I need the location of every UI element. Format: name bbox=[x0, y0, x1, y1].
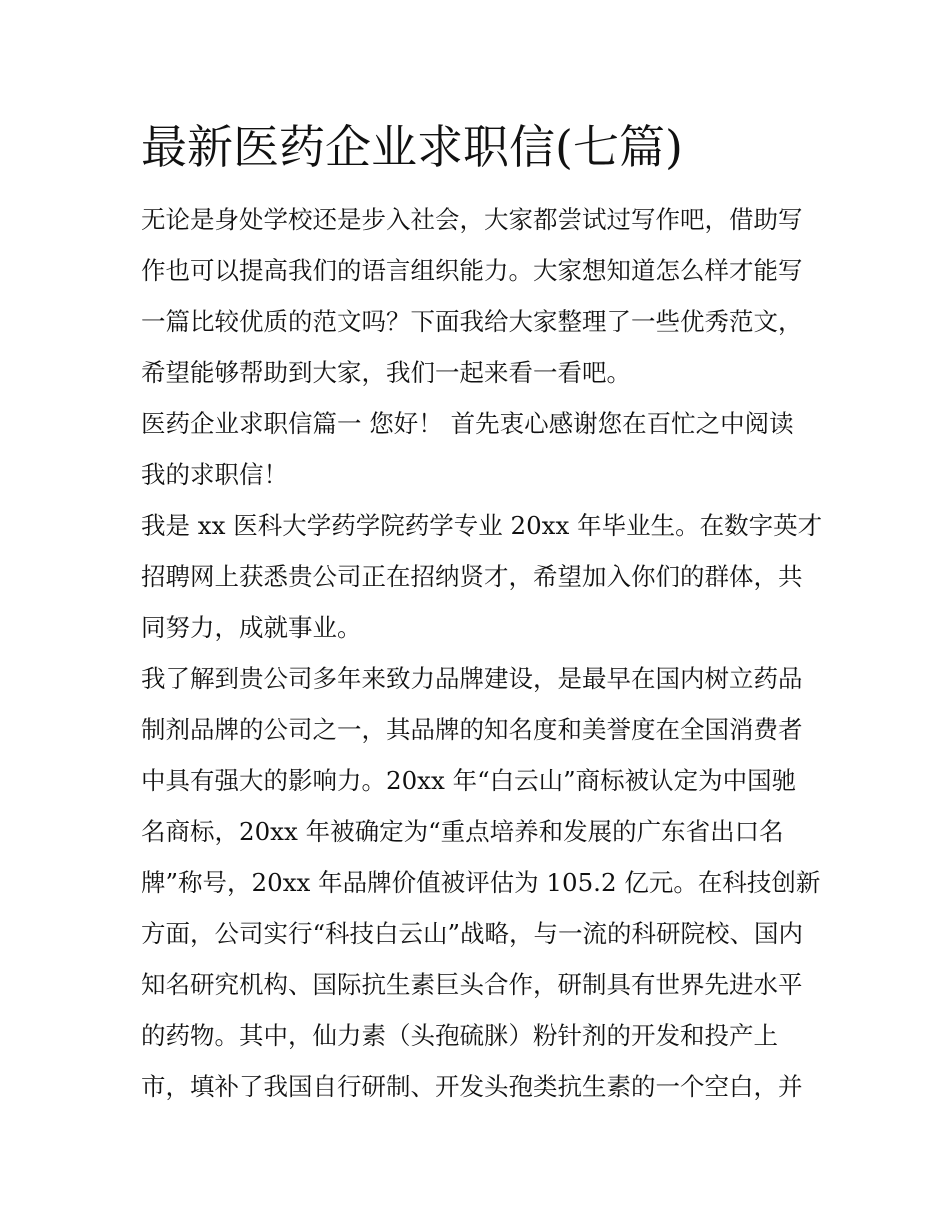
body-line: 作也可以提高我们的语言组织能力。大家想知道怎么样才能写 bbox=[141, 256, 803, 285]
body-line: 医药企业求职信篇一 您好！ 首先衷心感谢您在百忙之中阅读 bbox=[141, 409, 794, 438]
body-line: 我了解到贵公司多年来致力品牌建设，是最早在国内树立药品 bbox=[141, 664, 803, 693]
body-line: 制剂品牌的公司之一，其品牌的知名度和美誉度在全国消费者 bbox=[141, 715, 803, 744]
body-line: 招聘网上获悉贵公司正在招纳贤才，希望加入你们的群体，共 bbox=[141, 562, 803, 591]
body-line: 中具有强大的影响力。20xx 年“白云山”商标被认定为中国驰 bbox=[141, 766, 797, 795]
body-line: 市，填补了我国自行研制、开发头孢类抗生素的一个空白，并 bbox=[141, 1072, 803, 1101]
document-title: 最新医药企业求职信(七篇) bbox=[141, 120, 683, 174]
body-line: 无论是身处学校还是步入社会，大家都尝试过写作吧，借助写 bbox=[141, 205, 803, 234]
body-line: 名商标，20xx 年被确定为“重点培养和发展的广东省出口名 bbox=[141, 817, 784, 846]
body-line: 知名研究机构、国际抗生素巨头合作，研制具有世界先进水平 bbox=[141, 970, 803, 999]
body-line: 同努力，成就事业。 bbox=[141, 613, 362, 642]
body-line: 一篇比较优质的范文吗？下面我给大家整理了一些优秀范文， bbox=[141, 307, 803, 336]
body-line: 的药物。其中，仙力素（头孢硫脒）粉针剂的开发和投产上 bbox=[141, 1021, 778, 1050]
body-line: 希望能够帮助到大家，我们一起来看一看吧。 bbox=[141, 358, 631, 387]
body-line: 我的求职信！ bbox=[141, 460, 288, 489]
body-line: 牌”称号，20xx 年品牌价值被评估为 105.2 亿元。在科技创新 bbox=[141, 868, 821, 897]
body-line: 方面，公司实行“科技白云山”战略，与一流的科研院校、国内 bbox=[141, 919, 804, 948]
body-line: 我是 xx 医科大学药学院药学专业 20xx 年毕业生。在数字英才 bbox=[141, 511, 823, 540]
